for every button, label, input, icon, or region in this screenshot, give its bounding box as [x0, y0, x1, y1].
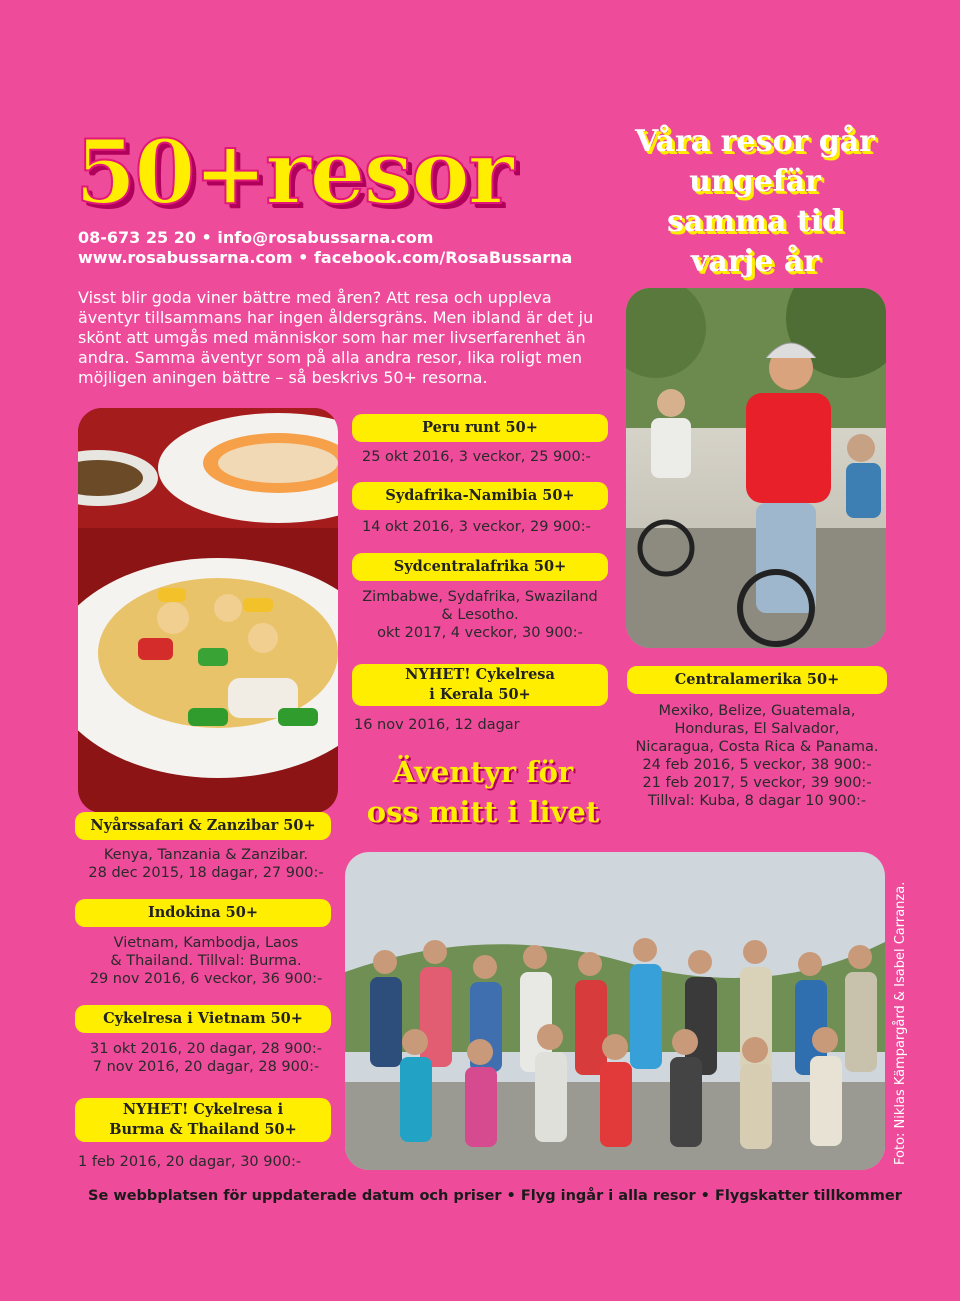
group-illustration — [345, 852, 885, 1170]
slogan — [610, 122, 900, 282]
trip-indokina-line: 29 nov 2016, 6 veckor, 36 900:- — [89, 971, 323, 987]
intro-line: Visst blir goda viner bättre med åren? Att resa och uppleva — [78, 288, 552, 307]
trip-kerala-title — [352, 664, 608, 706]
trip-peru-title: Peru runt 50+ — [352, 414, 608, 442]
trip-vietnam-info — [75, 1040, 337, 1076]
trip-centralamerika-line: Mexiko, Belize, Guatemala, — [658, 703, 856, 719]
trip-burma-title — [75, 1098, 331, 1142]
intro-line: skönt att umgås med människor som har mer livserfarenhet än — [78, 328, 586, 347]
trip-centralamerika-line: Nicaragua, Costa Rica & Panama. — [635, 739, 879, 755]
trip-centralamerika-line: Honduras, El Salvador, — [674, 721, 840, 737]
intro-line: andra. Samma äventyr som på alla andra resor, lika roligt men — [78, 348, 583, 367]
group-photo — [345, 852, 885, 1170]
trip-centralamerika-title: Centralamerika 50+ — [627, 666, 887, 694]
trip-nyarssafari-line: Kenya, Tanzania & Zanzibar. — [103, 847, 309, 863]
trip-kerala-info — [354, 716, 520, 734]
trip-burma-title-line: NYHET! Cykelresa i — [122, 1101, 284, 1118]
trip-nyarssafari-info — [75, 846, 337, 882]
trip-nyarssafari-line: 28 dec 2015, 18 dagar, 27 900:- — [88, 865, 324, 881]
trip-sydcentralafrika-line: okt 2017, 4 veckor, 30 900:- — [377, 625, 583, 641]
intro-line: äventyr tillsammans har ingen åldersgräns. Men ibland är det ju — [78, 308, 594, 327]
trip-centralamerika-line: Tillval: Kuba, 8 dagar 10 900:- — [647, 793, 867, 809]
contact-line-2: www.rosabussarna.com • facebook.com/RosaBussarna — [78, 248, 573, 267]
trip-vietnam-line: 31 okt 2016, 20 dagar, 28 900:- — [89, 1041, 322, 1057]
aventyr-line: oss mitt i livet — [366, 795, 600, 829]
slogan-line: ungefär — [689, 164, 821, 199]
trip-sydafrika-namibia-line: 14 okt 2016, 3 veckor, 29 900:- — [362, 519, 591, 535]
cyclists-illustration — [626, 288, 886, 648]
trip-sydcentralafrika-line: & Lesotho. — [441, 607, 519, 623]
trip-centralamerika-line: 24 feb 2016, 5 veckor, 38 900:- — [642, 757, 872, 773]
photo-credit: Foto: Niklas Kämpargård & Isabel Carranza. — [893, 881, 908, 1165]
trip-burma-title-line: Burma & Thailand 50+ — [109, 1121, 297, 1138]
slogan-line: Våra resor går — [635, 124, 875, 159]
trip-indokina-line: & Thailand. Tillval: Burma. — [110, 953, 302, 969]
trip-sydafrika-namibia-info — [362, 518, 591, 536]
trip-nyarssafari-title: Nyårssafari & Zanzibar 50+ — [75, 812, 331, 840]
intro-paragraph — [78, 288, 598, 388]
cyclists-photo — [626, 288, 886, 648]
trip-sydafrika-namibia-title: Sydafrika-Namibia 50+ — [352, 482, 608, 510]
food-photo — [78, 408, 338, 813]
trip-indokina-title: Indokina 50+ — [75, 899, 331, 927]
slogan-line: samma tid — [667, 204, 843, 239]
trip-sydcentralafrika-info — [352, 588, 608, 642]
trip-centralamerika-line: 21 feb 2017, 5 veckor, 39 900:- — [642, 775, 872, 791]
trip-kerala-title-line: i Kerala 50+ — [429, 686, 531, 703]
brand-logo: 50+resor — [75, 120, 513, 224]
trip-burma-info — [78, 1153, 301, 1171]
footer-note: Se webbplatsen för uppdaterade datum och priser • Flyg ingår i alla resor • Flygskatter tillkommer — [88, 1188, 902, 1204]
trip-kerala-line: 16 nov 2016, 12 dagar — [354, 717, 520, 733]
trip-centralamerika-info — [622, 702, 892, 810]
trip-peru-info — [362, 448, 591, 466]
trip-vietnam-title: Cykelresa i Vietnam 50+ — [75, 1005, 331, 1033]
trip-vietnam-line: 7 nov 2016, 20 dagar, 28 900:- — [92, 1059, 320, 1075]
trip-indokina-line: Vietnam, Kambodja, Laos — [113, 935, 299, 951]
aventyr-line: Äventyr för — [392, 755, 574, 789]
trip-sydcentralafrika-title: Sydcentralafrika 50+ — [352, 553, 608, 581]
intro-line: möjligen aningen bättre – så beskrivs 50+ resorna. — [78, 368, 488, 387]
food-illustration — [78, 408, 338, 813]
trip-peru-line: 25 okt 2016, 3 veckor, 25 900:- — [362, 449, 591, 465]
contact-line-1: 08-673 25 20 • info@rosabussarna.com — [78, 228, 434, 247]
aventyr-slogan — [352, 752, 614, 832]
trip-indokina-info — [75, 934, 337, 988]
slogan-line: varje år — [690, 244, 820, 279]
trip-burma-line: 1 feb 2016, 20 dagar, 30 900:- — [78, 1154, 302, 1170]
trip-kerala-title-line: NYHET! Cykelresa — [405, 666, 555, 683]
trip-sydcentralafrika-line: Zimbabwe, Sydafrika, Swaziland — [362, 589, 598, 605]
